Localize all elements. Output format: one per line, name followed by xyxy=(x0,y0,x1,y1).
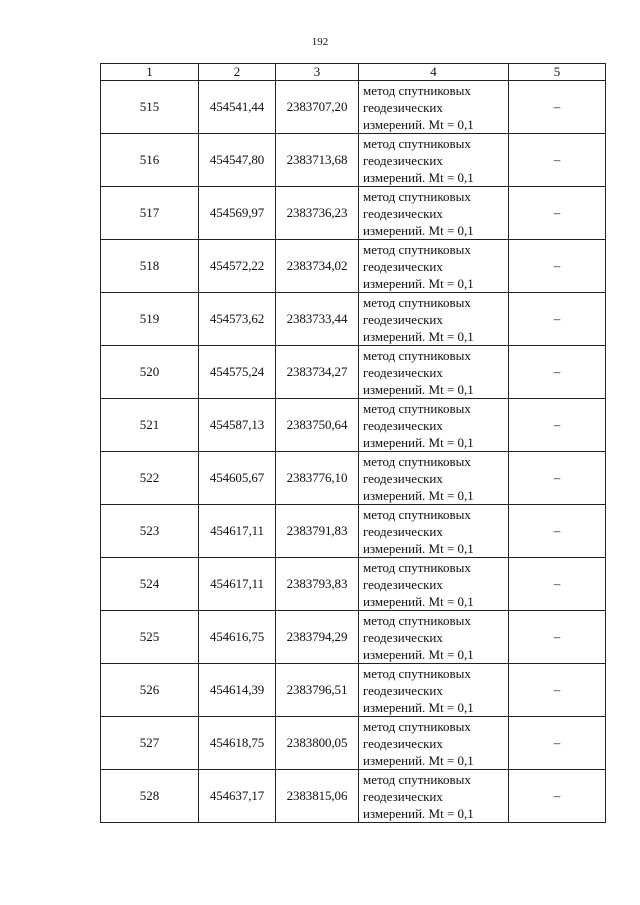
method-line: измерений. Mt = 0,1 xyxy=(363,275,474,291)
note-cell: – xyxy=(509,558,606,611)
method-line: измерений. Mt = 0,1 xyxy=(363,169,474,185)
header-row xyxy=(101,64,606,81)
method-line: геодезических xyxy=(363,311,443,327)
point-number-cell: 519 xyxy=(101,293,199,346)
note-cell: – xyxy=(509,505,606,558)
point-number-cell: 516 xyxy=(101,134,199,187)
table-body xyxy=(101,81,606,823)
x-coordinate-cell: 454605,67 xyxy=(199,452,276,505)
note-cell: – xyxy=(509,399,606,452)
method-line: геодезических xyxy=(363,152,443,168)
method-line: измерений. Mt = 0,1 xyxy=(363,487,474,503)
note-cell: – xyxy=(509,293,606,346)
method-cell xyxy=(359,134,509,187)
table-row xyxy=(101,452,606,505)
method-line: геодезических xyxy=(363,576,443,592)
point-number-cell: 525 xyxy=(101,611,199,664)
note-cell: – xyxy=(509,134,606,187)
method-cell xyxy=(359,81,509,134)
method-line: геодезических xyxy=(363,364,443,380)
note-cell: – xyxy=(509,717,606,770)
x-coordinate-cell: 454575,24 xyxy=(199,346,276,399)
table-row xyxy=(101,664,606,717)
x-coordinate-cell: 454541,44 xyxy=(199,81,276,134)
x-coordinate-cell: 454617,11 xyxy=(199,558,276,611)
method-cell xyxy=(359,505,509,558)
method-cell xyxy=(359,240,509,293)
method-cell xyxy=(359,452,509,505)
table-row xyxy=(101,81,606,134)
method-line: измерений. Mt = 0,1 xyxy=(363,222,474,238)
method-line: метод спутниковых xyxy=(363,135,471,151)
x-coordinate-cell: 454618,75 xyxy=(199,717,276,770)
note-cell: – xyxy=(509,611,606,664)
method-line: геодезических xyxy=(363,735,443,751)
point-number-cell: 528 xyxy=(101,770,199,823)
note-cell: – xyxy=(509,346,606,399)
method-line: метод спутниковых xyxy=(363,612,471,628)
method-line: измерений. Mt = 0,1 xyxy=(363,593,474,609)
method-line: метод спутниковых xyxy=(363,294,471,310)
column-header-5: 5 xyxy=(509,64,606,81)
method-cell xyxy=(359,611,509,664)
note-cell: – xyxy=(509,81,606,134)
point-number-cell: 515 xyxy=(101,81,199,134)
point-number-cell: 521 xyxy=(101,399,199,452)
method-line: метод спутниковых xyxy=(363,347,471,363)
method-line: измерений. Mt = 0,1 xyxy=(363,646,474,662)
method-line: метод спутниковых xyxy=(363,241,471,257)
method-cell xyxy=(359,187,509,240)
y-coordinate-cell: 2383736,23 xyxy=(276,187,359,240)
method-line: геодезических xyxy=(363,682,443,698)
y-coordinate-cell: 2383733,44 xyxy=(276,293,359,346)
y-coordinate-cell: 2383791,83 xyxy=(276,505,359,558)
method-line: измерений. Mt = 0,1 xyxy=(363,116,474,132)
method-cell xyxy=(359,293,509,346)
method-cell xyxy=(359,558,509,611)
method-cell xyxy=(359,664,509,717)
y-coordinate-cell: 2383734,02 xyxy=(276,240,359,293)
y-coordinate-cell: 2383815,06 xyxy=(276,770,359,823)
method-line: геодезических xyxy=(363,205,443,221)
x-coordinate-cell: 454637,17 xyxy=(199,770,276,823)
note-cell: – xyxy=(509,770,606,823)
method-line: геодезических xyxy=(363,258,443,274)
point-number-cell: 517 xyxy=(101,187,199,240)
point-number-cell: 524 xyxy=(101,558,199,611)
y-coordinate-cell: 2383734,27 xyxy=(276,346,359,399)
table-row xyxy=(101,187,606,240)
x-coordinate-cell: 454617,11 xyxy=(199,505,276,558)
x-coordinate-cell: 454587,13 xyxy=(199,399,276,452)
note-cell: – xyxy=(509,664,606,717)
point-number-cell: 523 xyxy=(101,505,199,558)
method-line: измерений. Mt = 0,1 xyxy=(363,328,474,344)
method-line: геодезических xyxy=(363,417,443,433)
method-cell xyxy=(359,346,509,399)
method-line: геодезических xyxy=(363,629,443,645)
method-line: геодезических xyxy=(363,523,443,539)
method-line: измерений. Mt = 0,1 xyxy=(363,699,474,715)
y-coordinate-cell: 2383707,20 xyxy=(276,81,359,134)
method-line: измерений. Mt = 0,1 xyxy=(363,805,474,821)
y-coordinate-cell: 2383776,10 xyxy=(276,452,359,505)
column-header-1: 1 xyxy=(101,64,199,81)
y-coordinate-cell: 2383793,83 xyxy=(276,558,359,611)
table-row xyxy=(101,611,606,664)
y-coordinate-cell: 2383750,64 xyxy=(276,399,359,452)
point-number-cell: 526 xyxy=(101,664,199,717)
point-number-cell: 518 xyxy=(101,240,199,293)
note-cell: – xyxy=(509,452,606,505)
table-row xyxy=(101,240,606,293)
x-coordinate-cell: 454614,39 xyxy=(199,664,276,717)
method-line: геодезических xyxy=(363,99,443,115)
point-number-cell: 522 xyxy=(101,452,199,505)
method-line: измерений. Mt = 0,1 xyxy=(363,752,474,768)
method-line: метод спутниковых xyxy=(363,82,471,98)
method-line: геодезических xyxy=(363,788,443,804)
method-line: метод спутниковых xyxy=(363,453,471,469)
method-line: метод спутниковых xyxy=(363,188,471,204)
note-cell: – xyxy=(509,240,606,293)
table-row xyxy=(101,717,606,770)
method-line: метод спутниковых xyxy=(363,665,471,681)
method-cell xyxy=(359,770,509,823)
coordinates-table xyxy=(100,63,606,823)
page-number: 192 xyxy=(311,36,329,48)
method-line: метод спутниковых xyxy=(363,718,471,734)
x-coordinate-cell: 454616,75 xyxy=(199,611,276,664)
x-coordinate-cell: 454547,80 xyxy=(199,134,276,187)
x-coordinate-cell: 454573,62 xyxy=(199,293,276,346)
table-row xyxy=(101,346,606,399)
table-row xyxy=(101,134,606,187)
method-line: геодезических xyxy=(363,470,443,486)
method-cell xyxy=(359,717,509,770)
y-coordinate-cell: 2383794,29 xyxy=(276,611,359,664)
table-row xyxy=(101,558,606,611)
method-cell xyxy=(359,399,509,452)
table-row xyxy=(101,505,606,558)
method-line: метод спутниковых xyxy=(363,400,471,416)
x-coordinate-cell: 454572,22 xyxy=(199,240,276,293)
method-line: измерений. Mt = 0,1 xyxy=(363,540,474,556)
method-line: метод спутниковых xyxy=(363,506,471,522)
point-number-cell: 527 xyxy=(101,717,199,770)
method-line: измерений. Mt = 0,1 xyxy=(363,381,474,397)
point-number-cell: 520 xyxy=(101,346,199,399)
note-cell: – xyxy=(509,187,606,240)
table-row xyxy=(101,770,606,823)
method-line: метод спутниковых xyxy=(363,559,471,575)
column-header-3: 3 xyxy=(276,64,359,81)
table-row xyxy=(101,399,606,452)
method-line: метод спутниковых xyxy=(363,771,471,787)
column-header-4: 4 xyxy=(359,64,509,81)
x-coordinate-cell: 454569,97 xyxy=(199,187,276,240)
method-line: измерений. Mt = 0,1 xyxy=(363,434,474,450)
table-row xyxy=(101,293,606,346)
y-coordinate-cell: 2383800,05 xyxy=(276,717,359,770)
column-header-2: 2 xyxy=(199,64,276,81)
y-coordinate-cell: 2383713,68 xyxy=(276,134,359,187)
y-coordinate-cell: 2383796,51 xyxy=(276,664,359,717)
